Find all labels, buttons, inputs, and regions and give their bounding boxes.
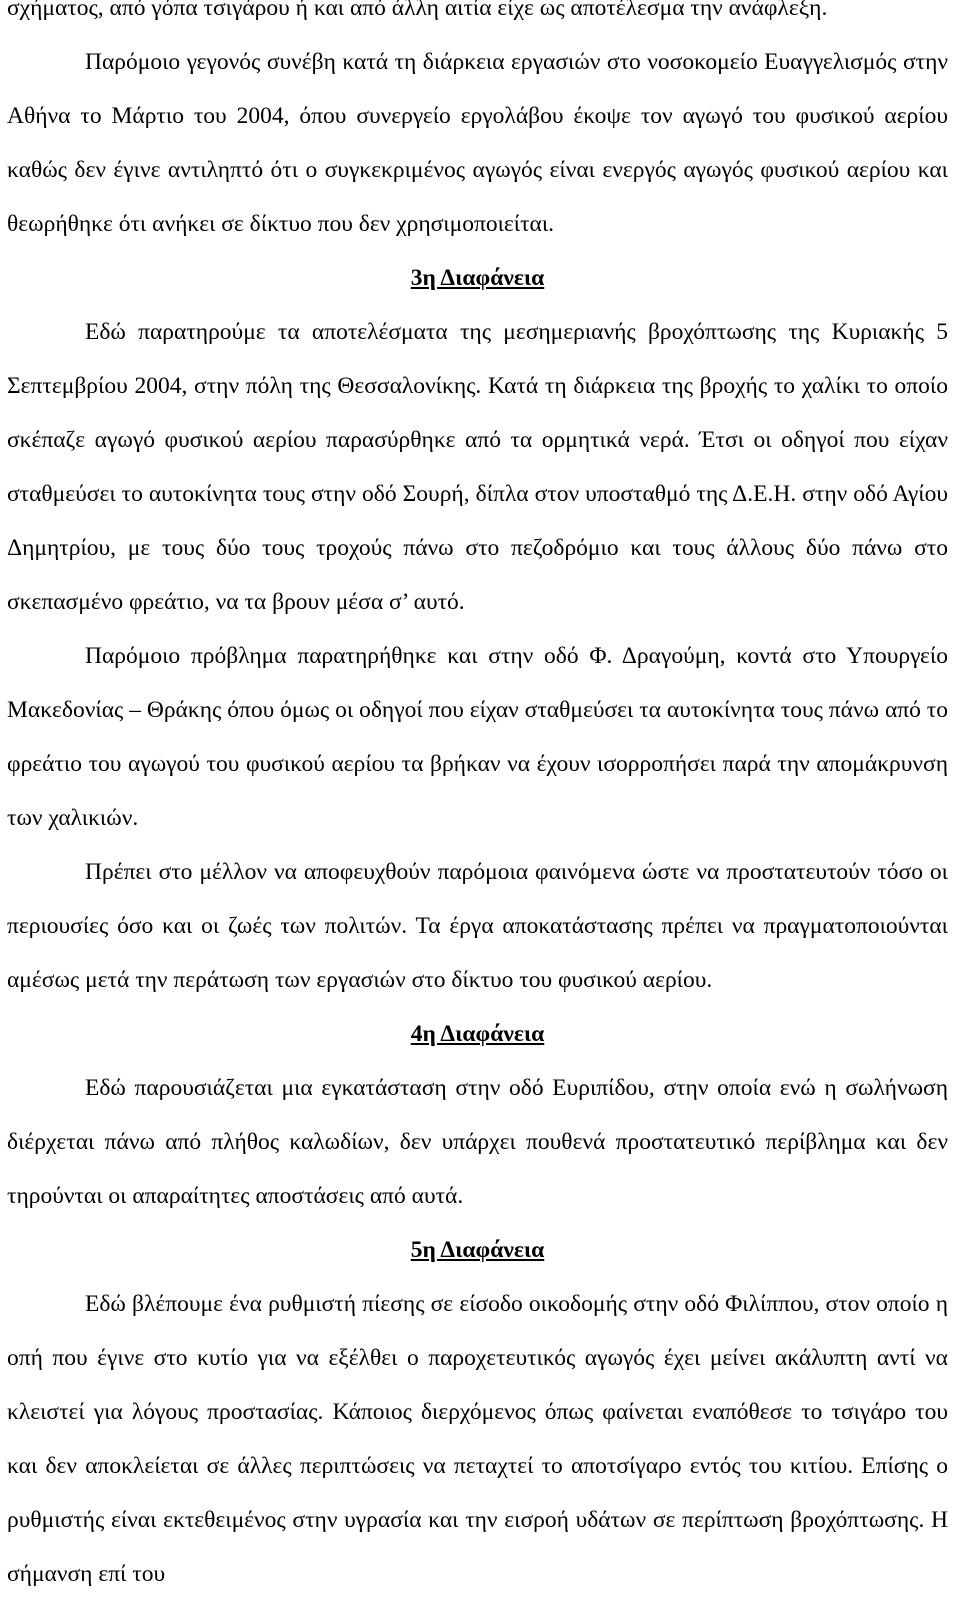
paragraph-rainfall-results: Εδώ παρατηρούμε τα αποτελέσματα της μεσημεριανής βροχόπτωσης της Κυριακής 5 Σεπτεμβρίου 2004, στην πόλη της Θεσσαλονίκης. Κατά τη διάρκεια της βροχής το χαλίκι το οποίο σκέπαζε αγωγό φυσικού αερίου παρασύρθηκε από τα ορμητικά νερά. Έτσι οι οδηγοί που είχαν σταθμεύσει το αυτοκίνητα τους στην οδό Σουρή, δίπλα στον υποσταθμό της Δ.Ε.Η. στην οδό Αγίου Δημητρίου, με τους δύο τους τροχούς πάνω στο πεζοδρόμιο και τους άλλους δύο πάνω στο σκεπασμένο φρεάτιο, να τα βρουν μέσα σ’ αυτό. (7, 319, 948, 615)
paragraph-future-prevention: Πρέπει στο μέλλον να αποφευχθούν παρόμοια φαινόμενα ώστε να προστατευτούν τόσο οι περιουσίες όσο και οι ζωές των πολιτών. Τα έργα αποκατάστασης πρέπει να πραγματοποιούνται αμέσως μετά την περάτωση των εργασιών στο δίκτυο του φυσικού αερίου. (7, 859, 948, 993)
slide-3-heading: 3η Διαφάνεια (410, 265, 545, 291)
paragraph-pressure-regulator: Εδώ βλέπουμε ένα ρυθμιστή πίεσης σε είσοδο οικοδομής στην οδό Φιλίππου, στον οποίο η οπή που έγινε στο κυτίο για να εξέλθει ο παροχετευτικός αγωγός έχει μείνει ακάλυπτη αντί να κλειστεί για λόγους προστασίας. Κάποιος διερχόμενος όπως φαίνεται εναπόθεσε το τσιγάρο του και δεν αποκλείεται σε άλλες περιπτώσεις να πεταχτεί το αποτσίγαρο εντός του κιτίου. Επίσης ο ρυθμιστής είναι εκτεθειμένος στην υγρασία και την εισροή υδάτων σε περίπτωση βροχόπτωσης. Η σήμανση επί του (7, 1291, 948, 1587)
slide-5-heading: 5η Διαφάνεια (410, 1237, 545, 1263)
paragraph-dragoumi-street: Παρόμοιο πρόβλημα παρατηρήθηκε και στην οδό Φ. Δραγούμη, κοντά στο Υπουργείο Μακεδονίας – Θράκης όπου όμως οι οδηγοί που είχαν σταθμεύσει τα αυτοκίνητα τους πάνω από το φρεάτιο του αγωγού του φυσικού αερίου τα βρήκαν να έχουν ισορροπήσει παρά την απομάκρυνση των χαλικιών. (7, 643, 948, 831)
slide-4-heading: 4η Διαφάνεια (410, 1021, 545, 1047)
document-page (7, 0, 948, 1601)
paragraph-evripidou-installation: Εδώ παρουσιάζεται μια εγκατάσταση στην οδό Ευριπίδου, στην οποία ενώ η σωλήνωση διέρχεται πάνω από πλήθος καλωδίων, δεν υπάρχει πουθενά προστατευτικό περίβλημα και δεν τηρούνται οι απαραίτητες αποστάσεις από αυτά. (7, 1075, 948, 1209)
paragraph-evangelismos-incident: Παρόμοιο γεγονός συνέβη κατά τη διάρκεια εργασιών στο νοσοκομείο Ευαγγελισμός στην Αθήνα το Μάρτιο του 2004, όπου συνεργείο εργολάβου έκοψε τον αγωγό του φυσικού αερίου καθώς δεν έγινε αντιληπτό ότι ο συγκεκριμένος αγωγός είναι ενεργός αγωγός φυσικού αερίου και θεωρήθηκε ότι ανήκει σε δίκτυο που δεν χρησιμοποιείται. (7, 49, 948, 237)
paragraph-continuation: σχήματος, από γόπα τσιγάρου ή και από άλλη αιτία είχε ως αποτέλεσμα την ανάφλεξη. (7, 0, 828, 21)
